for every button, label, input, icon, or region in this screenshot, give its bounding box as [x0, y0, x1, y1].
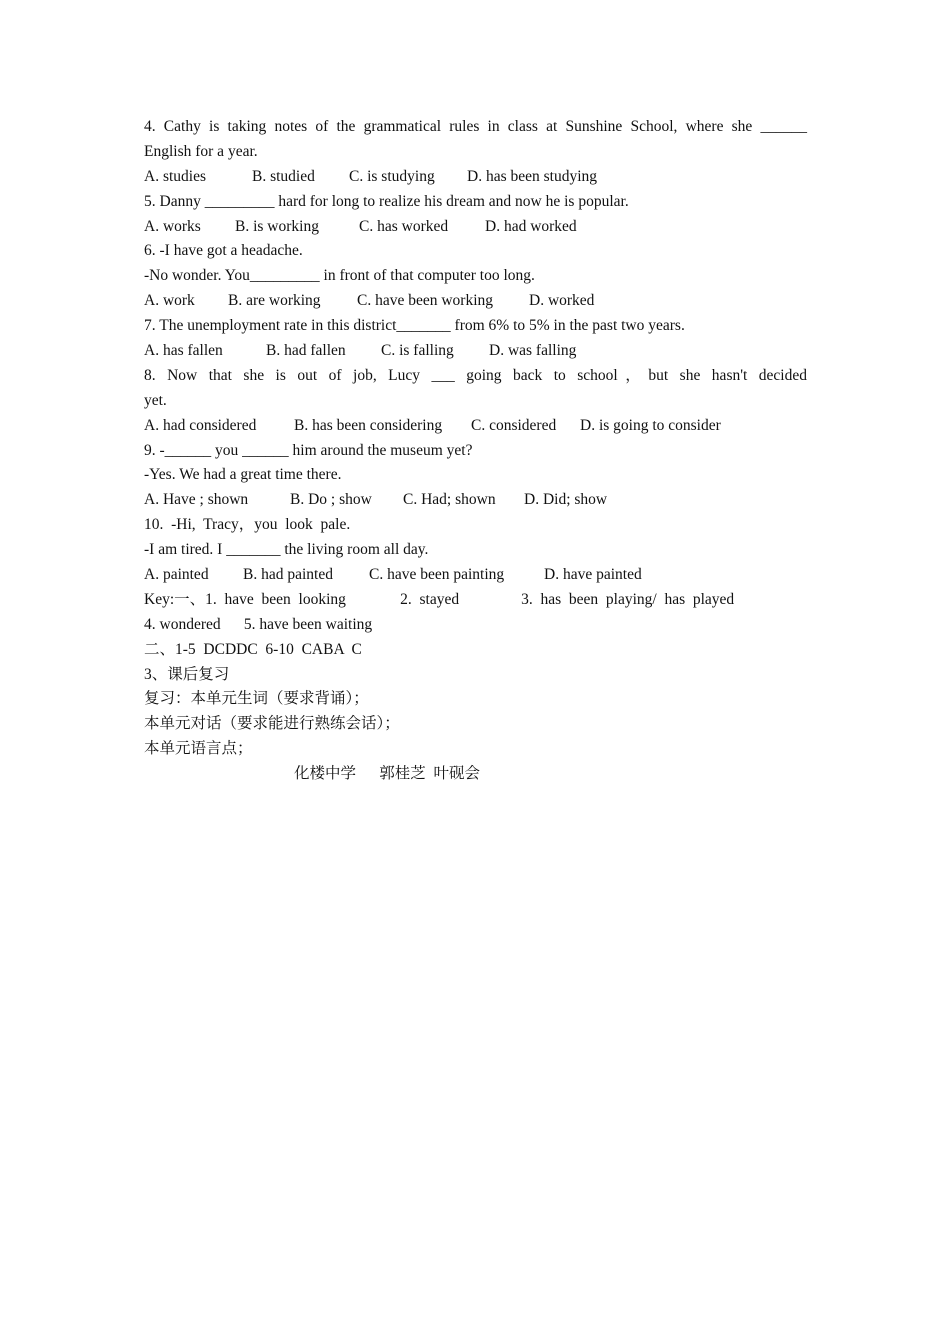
q8-stem-line1: 8. Now that she is out of job, Lucy ___ going back to school，but she hasn't decided: [144, 366, 807, 384]
q9-line1: 9. -______ you ______ him around the museum yet?: [144, 441, 473, 459]
q5-option-d: D. had worked: [485, 217, 577, 235]
review-item-language-points: 本单元语言点；: [144, 740, 253, 758]
q6-options: [144, 289, 807, 314]
q10-line1: 10. -Hi, Tracy，you look pale.: [144, 516, 351, 534]
q4-options: [144, 165, 807, 190]
q10-option-b: B. had painted: [243, 566, 333, 584]
document-page: [144, 115, 807, 787]
q8-option-d: D. is going to consider: [580, 416, 721, 434]
q5-option-c: C. has worked: [359, 217, 449, 235]
q10-option-d: D. have painted: [544, 566, 642, 584]
q4-stem-line1: 4. Cathy is taking notes of the grammatical rules in class at Sunshine School, where she ______: [144, 118, 807, 135]
q4-option-c: C. is studying: [349, 167, 435, 185]
key-part1-line1: Key:一、1. have been looking 2. stayed 3. has been playing/ has played: [144, 590, 735, 608]
q8-option-c: C. considered: [471, 416, 557, 434]
q10-option-c: C. have been painting: [369, 566, 505, 584]
q9-line2: -Yes. We had a great time there.: [144, 466, 342, 484]
q9-option-c: C. Had; shown: [403, 491, 496, 509]
q5-options: [144, 215, 807, 240]
q4-option-b: B. studied: [252, 167, 315, 185]
q6-option-b: B. are working: [228, 292, 321, 310]
q7-option-d: D. was falling: [489, 342, 577, 360]
key-part2: 二、1-5 DCDDC 6-10 CABA C: [144, 640, 362, 658]
q6-line1: 6. -I have got a headache.: [144, 242, 303, 260]
q8-options: [144, 414, 807, 439]
q10-option-a: A. painted: [144, 566, 209, 584]
q9-options: [144, 488, 807, 513]
q7-options: [144, 339, 807, 364]
q8-stem-line2: yet.: [144, 391, 167, 409]
q9-option-b: B. Do ; show: [290, 491, 372, 509]
q10-line2: -I am tired. I _______ the living room all day.: [144, 541, 429, 559]
q6-option-c: C. have been working: [357, 292, 494, 310]
q6-option-d: D. worked: [529, 292, 595, 310]
q10-options: [144, 563, 807, 588]
q4-option-d: D. has been studying: [467, 167, 598, 185]
q6-line2: -No wonder. You_________ in front of that computer too long.: [144, 267, 535, 285]
q9-option-d: D. Did; show: [524, 491, 608, 509]
q7-option-c: C. is falling: [381, 342, 454, 360]
q5-stem: 5. Danny _________ hard for long to realize his dream and now he is popular.: [144, 192, 629, 210]
q6-option-a: A. work: [144, 292, 195, 310]
review-item-vocabulary: 复习：本单元生词（要求背诵）；: [144, 690, 369, 708]
q5-option-b: B. is working: [235, 217, 319, 235]
q4-stem-line2: English for a year.: [144, 142, 258, 160]
q7-option-b: B. had fallen: [266, 342, 346, 360]
q7-option-a: A. has fallen: [144, 342, 223, 360]
review-heading: 3、课后复习: [144, 665, 230, 683]
key-part1-line2: 4. wondered 5. have been waiting: [144, 615, 373, 633]
review-item-dialogue: 本单元对话（要求能进行熟练会话）；: [144, 715, 400, 733]
q5-option-a: A. works: [144, 217, 201, 235]
q8-option-a: A. had considered: [144, 416, 257, 434]
q8-option-b: B. has been considering: [294, 416, 443, 434]
q7-stem: 7. The unemployment rate in this district_______ from 6% to 5% in the past two years.: [144, 317, 685, 335]
q9-option-a: A. Have ; shown: [144, 491, 249, 509]
author-signature: 化楼中学 郭桂芝 叶砚会: [294, 765, 481, 783]
q4-option-a: A. studies: [144, 167, 206, 185]
